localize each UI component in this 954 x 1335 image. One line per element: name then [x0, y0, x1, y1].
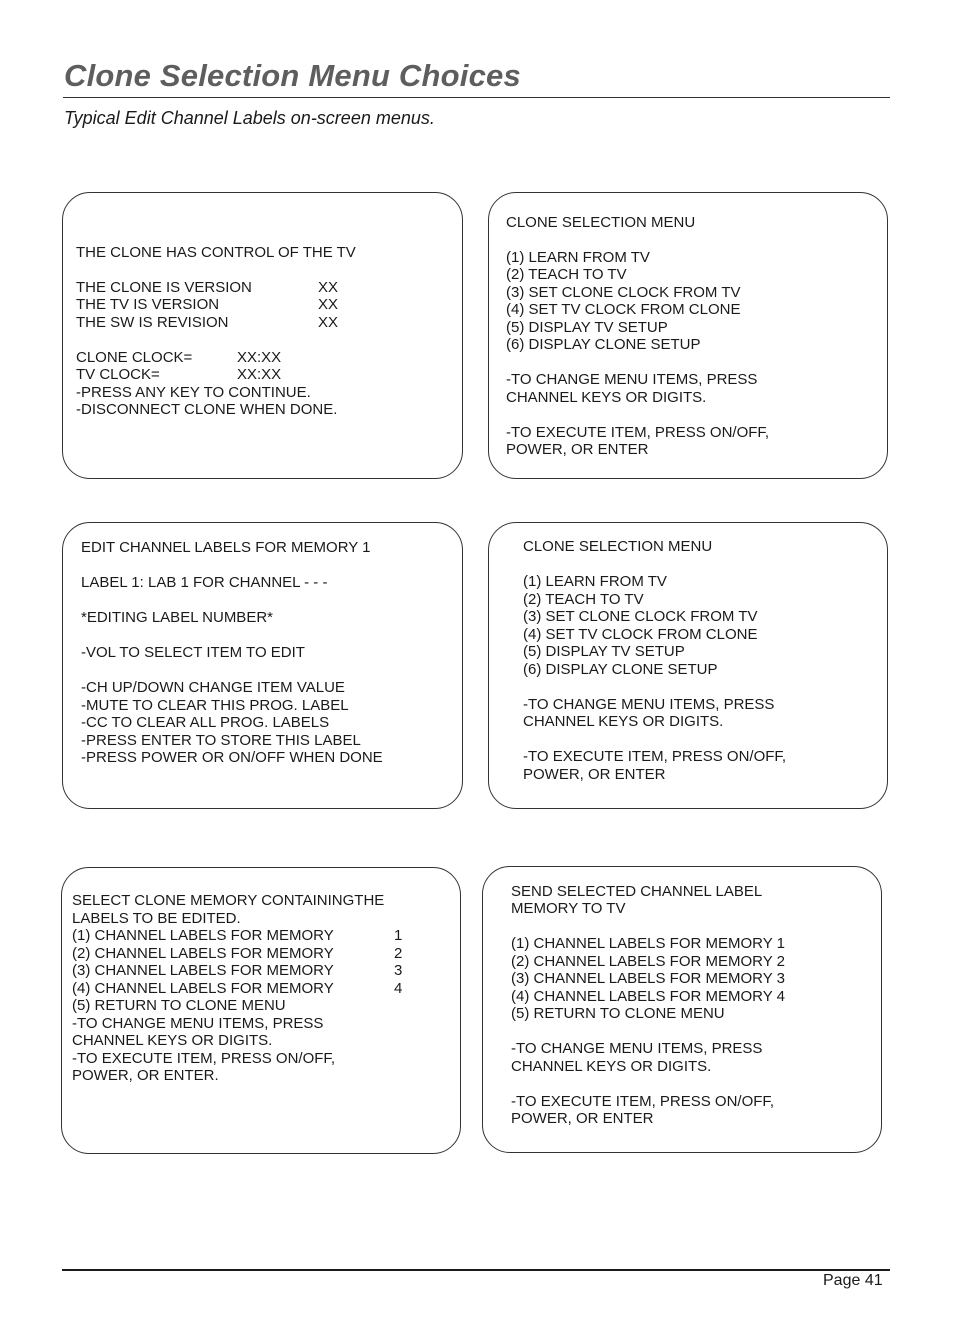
- execute-item-note: POWER, OR ENTER: [511, 1110, 654, 1127]
- change-items-note: CHANNEL KEYS OR DIGITS.: [72, 1032, 273, 1049]
- page-subtitle: Typical Edit Channel Labels on-screen menus.: [64, 108, 435, 128]
- memory-item-number: 2: [394, 945, 403, 962]
- vol-select-note: -VOL TO SELECT ITEM TO EDIT: [81, 644, 305, 661]
- disconnect-note: -DISCONNECT CLONE WHEN DONE.: [76, 401, 338, 418]
- menu-item: (6) DISPLAY CLONE SETUP: [523, 661, 718, 678]
- clone-clock-value: XX:XX: [237, 349, 282, 366]
- sw-revision-value: XX: [318, 314, 339, 331]
- menu-item: (3) SET CLONE CLOCK FROM TV: [523, 608, 758, 625]
- clone-status-header: THE CLONE HAS CONTROL OF THE TV: [76, 244, 356, 261]
- menu-item: (5) RETURN TO CLONE MENU: [511, 1005, 725, 1022]
- menu-item: (6) DISPLAY CLONE SETUP: [506, 336, 701, 353]
- menu-item: (2) CHANNEL LABELS FOR MEMORY 2: [511, 953, 785, 970]
- memory-item-number: 4: [394, 980, 403, 997]
- page-title: Clone Selection Menu Choices: [64, 58, 521, 93]
- instruction-line: -CH UP/DOWN CHANGE ITEM VALUE: [81, 679, 345, 696]
- tv-clock-label: TV CLOCK=: [76, 366, 160, 383]
- footer-divider: [62, 1269, 890, 1271]
- clone-version-label: THE CLONE IS VERSION: [76, 279, 252, 296]
- menu-item: (1) CHANNEL LABELS FOR MEMORY 1: [511, 935, 785, 952]
- clone-status-screen: [62, 192, 463, 479]
- menu-header: CLONE SELECTION MENU: [523, 538, 713, 555]
- clone-clock-label: CLONE CLOCK=: [76, 349, 193, 366]
- menu-item: (2) TEACH TO TV: [506, 266, 627, 283]
- menu-item: (4) CHANNEL LABELS FOR MEMORY 4: [511, 988, 785, 1005]
- label-line: LABEL 1: LAB 1 FOR CHANNEL - - -: [81, 574, 328, 591]
- change-items-note: CHANNEL KEYS OR DIGITS.: [506, 389, 707, 406]
- memory-item-label: (2) CHANNEL LABELS FOR MEMORY: [72, 945, 334, 962]
- change-items-note: -TO CHANGE MENU ITEMS, PRESS: [506, 371, 758, 388]
- clone-version-value: XX: [318, 279, 339, 296]
- editing-label-number: *EDITING LABEL NUMBER*: [81, 609, 273, 626]
- memory-item-label: (1) CHANNEL LABELS FOR MEMORY: [72, 927, 334, 944]
- memory-item-label: (4) CHANNEL LABELS FOR MEMORY: [72, 980, 334, 997]
- execute-item-note: POWER, OR ENTER: [523, 766, 666, 783]
- execute-item-note: -TO EXECUTE ITEM, PRESS ON/OFF,: [523, 748, 787, 765]
- return-menu-item: (5) RETURN TO CLONE MENU: [72, 997, 286, 1014]
- sw-revision-label: THE SW IS REVISION: [76, 314, 229, 331]
- menu-item: (4) SET TV CLOCK FROM CLONE: [523, 626, 758, 643]
- send-memory-header: MEMORY TO TV: [511, 900, 626, 917]
- execute-item-note: -TO EXECUTE ITEM, PRESS ON/OFF,: [72, 1050, 336, 1067]
- instruction-line: -CC TO CLEAR ALL PROG. LABELS: [81, 714, 330, 731]
- title-divider: [63, 97, 890, 98]
- execute-item-note: -TO EXECUTE ITEM, PRESS ON/OFF,: [506, 424, 770, 441]
- menu-item: (2) TEACH TO TV: [523, 591, 644, 608]
- memory-item-number: 1: [394, 927, 403, 944]
- edit-labels-header: EDIT CHANNEL LABELS FOR MEMORY 1: [81, 539, 371, 556]
- menu-header: CLONE SELECTION MENU: [506, 214, 696, 231]
- execute-item-note: POWER, OR ENTER.: [72, 1067, 219, 1084]
- instruction-line: -PRESS POWER OR ON/OFF WHEN DONE: [81, 749, 383, 766]
- tv-version-label: THE TV IS VERSION: [76, 296, 220, 313]
- execute-item-note: POWER, OR ENTER: [506, 441, 649, 458]
- menu-item: (1) LEARN FROM TV: [523, 573, 667, 590]
- menu-item: (5) DISPLAY TV SETUP: [523, 643, 685, 660]
- menu-item: (1) LEARN FROM TV: [506, 249, 650, 266]
- select-memory-header: SELECT CLONE MEMORY CONTAININGTHE: [72, 892, 385, 909]
- instruction-line: -PRESS ENTER TO STORE THIS LABEL: [81, 732, 361, 749]
- send-memory-header: SEND SELECTED CHANNEL LABEL: [511, 883, 763, 900]
- change-items-note: -TO CHANGE MENU ITEMS, PRESS: [511, 1040, 763, 1057]
- memory-item-number: 3: [394, 962, 403, 979]
- change-items-note: -TO CHANGE MENU ITEMS, PRESS: [72, 1015, 324, 1032]
- press-any-key-note: -PRESS ANY KEY TO CONTINUE.: [76, 384, 311, 401]
- memory-item-label: (3) CHANNEL LABELS FOR MEMORY: [72, 962, 334, 979]
- menu-item: (5) DISPLAY TV SETUP: [506, 319, 668, 336]
- change-items-note: CHANNEL KEYS OR DIGITS.: [511, 1058, 712, 1075]
- menu-item: (3) SET CLONE CLOCK FROM TV: [506, 284, 741, 301]
- tv-version-value: XX: [318, 296, 339, 313]
- execute-item-note: -TO EXECUTE ITEM, PRESS ON/OFF,: [511, 1093, 775, 1110]
- menu-item: (3) CHANNEL LABELS FOR MEMORY 3: [511, 970, 785, 987]
- instruction-line: -MUTE TO CLEAR THIS PROG. LABEL: [81, 697, 349, 714]
- menu-item: (4) SET TV CLOCK FROM CLONE: [506, 301, 741, 318]
- change-items-note: -TO CHANGE MENU ITEMS, PRESS: [523, 696, 775, 713]
- page-number: Page 41: [823, 1272, 883, 1289]
- tv-clock-value: XX:XX: [237, 366, 282, 383]
- select-memory-header: LABELS TO BE EDITED.: [72, 910, 241, 927]
- change-items-note: CHANNEL KEYS OR DIGITS.: [523, 713, 724, 730]
